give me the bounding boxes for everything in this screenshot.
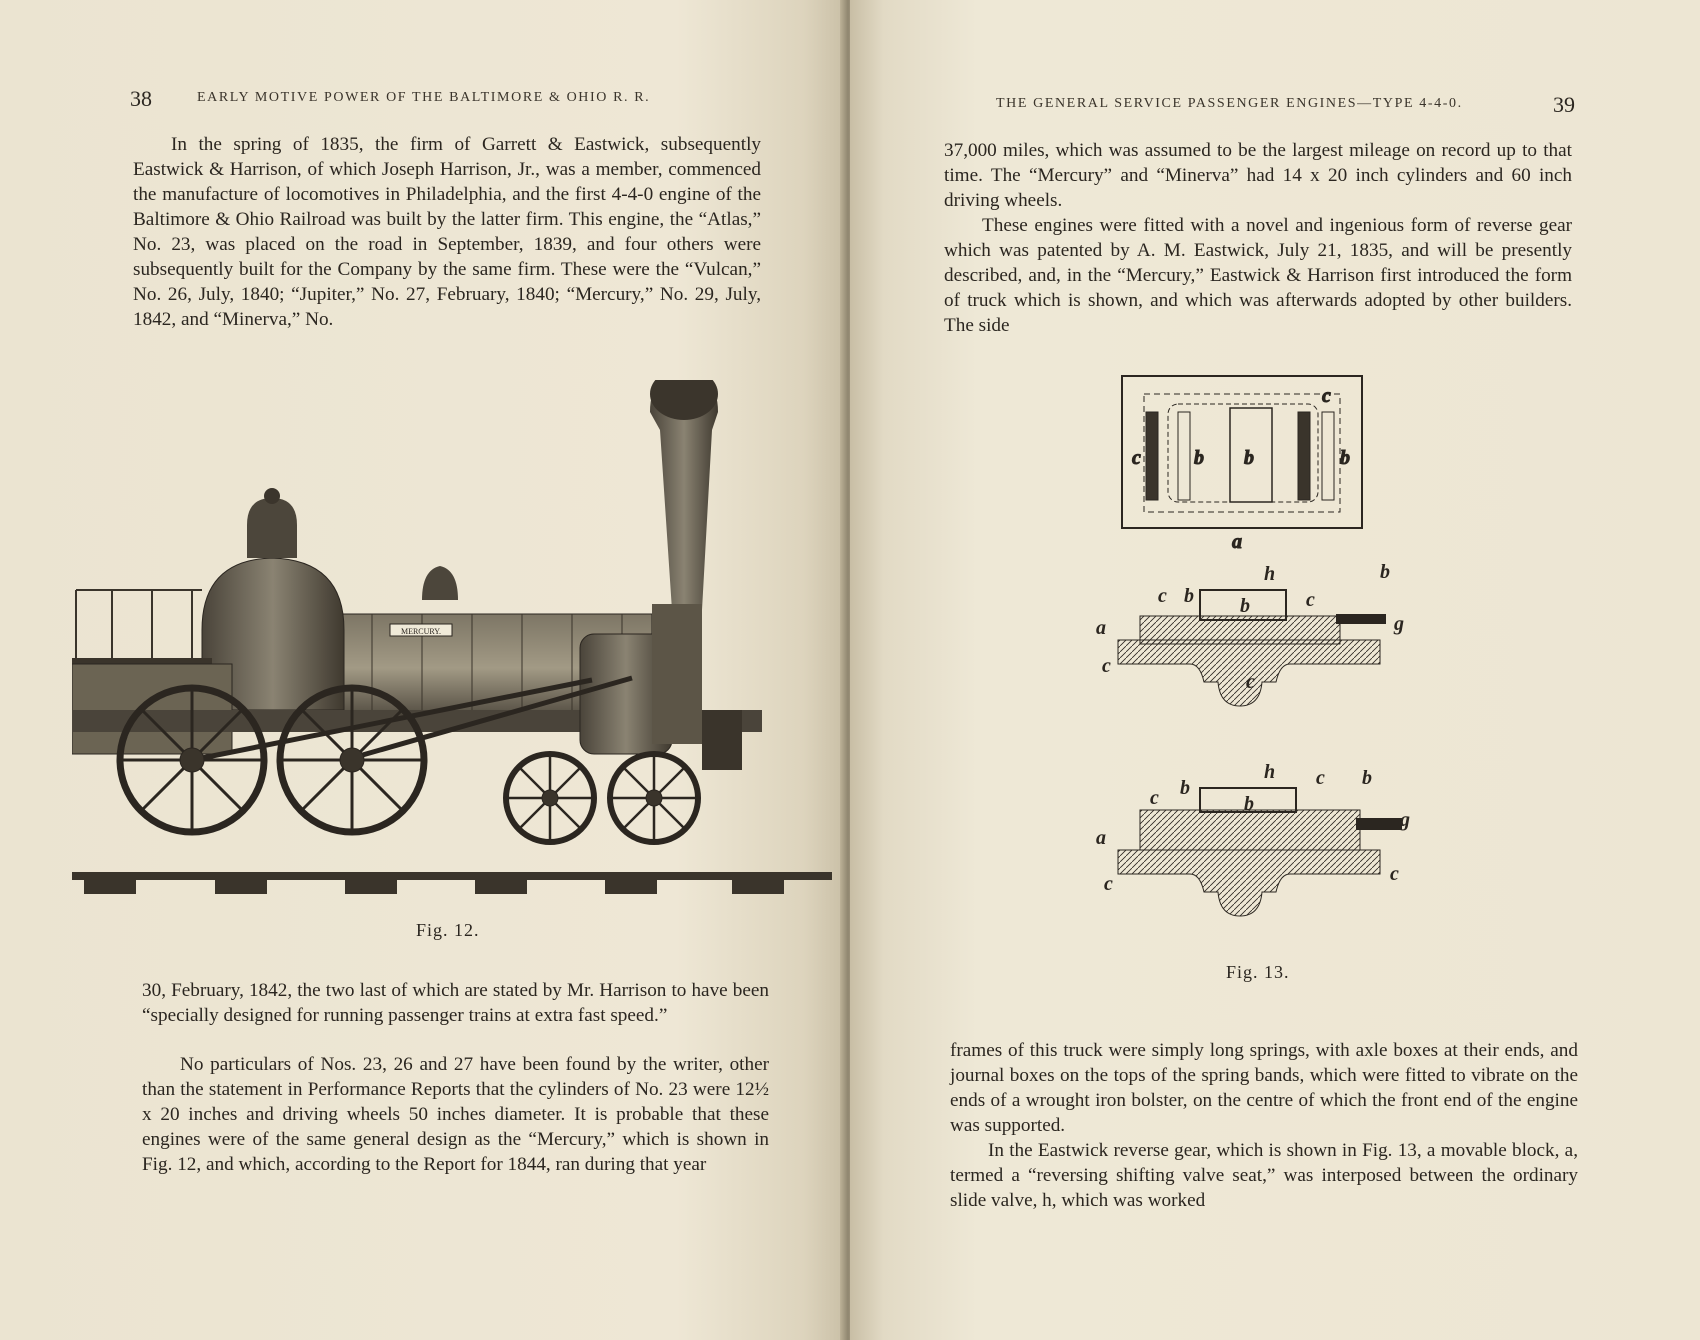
page-number: 38 (130, 86, 152, 111)
left-page (0, 0, 846, 1340)
svg-text:c: c (1316, 767, 1325, 789)
truck-wheels (506, 754, 698, 842)
svg-text:b: b (1184, 585, 1194, 607)
svg-text:c: c (1158, 585, 1167, 607)
figure-caption: Fig. 12. (416, 920, 480, 940)
body-paragraph: In the spring of 1835, the firm of Garrett & Eastwick, subsequently Eastwick & Harrison, of which Joseph Harrison, Jr., was a member, commenced the manufacture of locomotives in Philadelphia, and the first 4-4-0 engine of the Baltimore & Ohio Railroad was built by the latter firm. This engine, the “Atlas,” No. 23, was placed on the road in September, 1839, and four others were subsequently built for the Company by the same firm. These were the “Vulcan,” No. 26, July, 1840; “Jupiter,” No. 27, February, 1840; “Mercury,” No. 29, July, 1842, and “Minerva,” No. (133, 134, 761, 330)
valve-section-lower (1096, 761, 1410, 916)
svg-text:c: c (1132, 447, 1141, 469)
valve-seat-plan (1122, 376, 1362, 553)
svg-text:b: b (1362, 767, 1372, 789)
svg-text:c: c (1306, 589, 1315, 611)
body-paragraph: No particulars of Nos. 23, 26 and 27 have been found by the writer, other than the statement in Performance Reports that the cylinders of No. 23 were 12½ x 20 inches and driving wheels 50 inches diameter. It is probable that these engines were of the same general design as the “Mercury,” which is shown in Fig. 12, and which, according to the Report for 1844, ran during that year (142, 1054, 769, 1175)
svg-text:h: h (1264, 563, 1276, 585)
svg-text:c: c (1390, 863, 1399, 885)
body-paragraph: In the Eastwick reverse gear, which is shown in Fig. 13, a movable block, a, termed a “reversing shifting valve seat,” was interposed between the ordinary slide valve, h, which was worked (950, 1140, 1578, 1211)
locomotive-illustration (72, 380, 832, 910)
reverse-gear-diagram (1090, 370, 1430, 960)
svg-text:b: b (1340, 447, 1350, 469)
page-number: 39 (1553, 92, 1575, 117)
svg-text:b: b (1244, 447, 1254, 469)
svg-text:c: c (1150, 787, 1159, 809)
svg-text:c: c (1102, 655, 1111, 677)
svg-text:h: h (1264, 761, 1276, 783)
running-head: THE GENERAL SERVICE PASSENGER ENGINES—TYPE 4-4-0. (996, 96, 1463, 111)
svg-text:g: g (1400, 809, 1410, 831)
nameplate-text: MERCURY. (400, 627, 442, 636)
svg-text:b: b (1380, 561, 1390, 583)
svg-text:a: a (1232, 531, 1242, 553)
svg-text:b: b (1194, 447, 1204, 469)
figure-caption: Fig. 13. (1226, 962, 1290, 982)
svg-text:g: g (1394, 613, 1404, 635)
body-paragraph: 30, February, 1842, the two last of which are stated by Mr. Harrison to have been “specially designed for running passenger trains at extra fast speed.” (142, 980, 769, 1026)
body-paragraph: frames of this truck were simply long springs, with axle boxes at their ends, and journal boxes on the tops of the spring bands, which were fitted to vibrate on the ends of a wrought iron bolster, on the centre of which the front end of the engine was supported. (950, 1040, 1578, 1136)
svg-text:c: c (1246, 671, 1255, 693)
svg-text:a: a (1096, 827, 1106, 849)
svg-text:c: c (1322, 385, 1331, 407)
svg-text:b: b (1240, 595, 1250, 617)
valve-section-upper (1096, 561, 1404, 706)
svg-text:b: b (1244, 793, 1254, 815)
svg-text:b: b (1180, 777, 1190, 799)
track (72, 872, 832, 894)
svg-text:a: a (1096, 617, 1106, 639)
right-page (850, 0, 1700, 1340)
running-head: EARLY MOTIVE POWER OF THE BALTIMORE & OHIO R. R. (197, 90, 651, 105)
body-paragraph: These engines were fitted with a novel and ingenious form of reverse gear which was patented by A. M. Eastwick, July 21, 1835, and will be presently described, and, in the “Mercury,” Eastwick & Harrison first introduced the form of truck which is shown, and which was afterwards adopted by other builders. The side (944, 215, 1572, 336)
svg-text:c: c (1104, 873, 1113, 895)
body-paragraph: 37,000 miles, which was assumed to be the largest mileage on record up to that time. The “Mercury” and “Minerva” had 14 x 20 inch cylinders and 60 inch driving wheels. (944, 140, 1572, 211)
